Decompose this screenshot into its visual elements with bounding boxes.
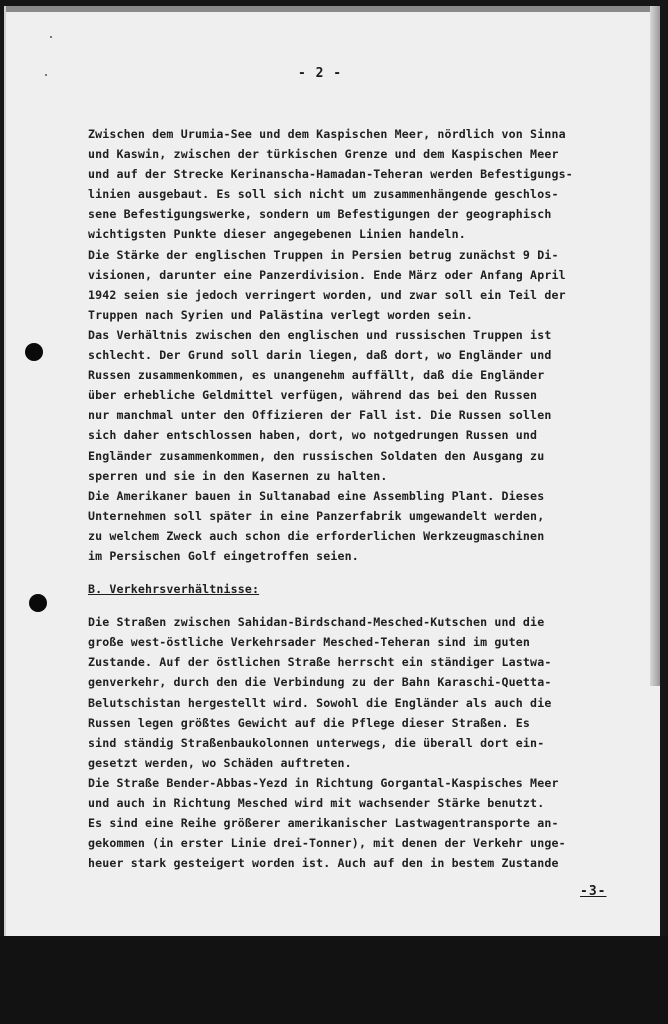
- text-line: über erhebliche Geldmittel verfügen, während das bei den Russen: [88, 388, 538, 403]
- punch-hole: [25, 343, 43, 361]
- film-border: [0, 936, 668, 1024]
- text-line: Die Amerikaner bauen in Sultanabad eine Assembling Plant. Dieses: [88, 488, 545, 503]
- text-line: Engländer zusammenkommen, den russischen Soldaten den Ausgang zu: [88, 448, 545, 463]
- text-line: wichtigsten Punkte dieser angegebenen Linien handeln.: [88, 227, 466, 242]
- text-line: Zustande. Auf der östlichen Straße herrscht ein ständiger Lastwa-: [88, 655, 552, 670]
- text-line: Die Straßen zwischen Sahidan-Birdschand-Mesched-Kutschen und die: [88, 615, 545, 630]
- paragraph-block-bottom: [88, 612, 648, 873]
- section-spacer: [88, 566, 648, 579]
- text-line: Die Straße Bender-Abbas-Yezd in Richtung Gorgantal-Kaspisches Meer: [88, 775, 559, 790]
- text-line: im Persischen Golf eingetroffen seien.: [88, 548, 359, 563]
- text-line: sperren und sie in den Kasernen zu halten.: [88, 468, 388, 483]
- text-line: sind ständig Straßenbaukolonnen unterwegs, die überall dort ein-: [88, 735, 545, 750]
- text-line: Zwischen dem Urumia-See und dem Kaspischen Meer, nördlich von Sinna: [88, 127, 566, 141]
- text-line: 1942 seien sie jedoch verringert worden, und zwar soll ein Teil der: [88, 287, 566, 302]
- text-line: und auch in Richtung Mesched wird mit wachsender Stärke benutzt.: [88, 796, 545, 810]
- text-line: Das Verhältnis zwischen den englischen und russischen Truppen ist: [88, 327, 552, 342]
- text-line: und Kaswin, zwischen der türkischen Grenze und dem Kaspischen Meer: [88, 147, 559, 162]
- text-line: sene Befestigungswerke, sondern um Befestigungen der geographisch: [88, 207, 552, 222]
- text-line: nur manchmal unter den Offizieren der Fall ist. Die Russen sollen: [88, 408, 552, 423]
- document-body: [88, 124, 648, 873]
- text-line: heuer stark gesteigert worden ist. Auch auf den in bestem Zustande: [88, 856, 559, 871]
- dust-speck: [45, 74, 47, 76]
- text-line: große west-östliche Verkehrsader Mesched-Teheran sind im guten: [88, 635, 531, 650]
- text-line: gekommen (in erster Linie drei-Tonner), mit denen der Verkehr unge-: [88, 836, 566, 851]
- text-line: und auf der Strecke Kerinanscha-Hamadan-Teheran werden Befestigungs-: [88, 167, 573, 182]
- text-line: Truppen nach Syrien und Palästina verlegt worden sein.: [88, 307, 474, 322]
- section-spacer: [88, 599, 648, 612]
- dust-speck: [50, 36, 52, 38]
- paragraph-block-top: [88, 124, 648, 566]
- text-line: Russen zusammenkommen, es unangenehm auffällt, daß die Engländer: [88, 368, 545, 383]
- text-line: Belutschistan hergestellt wird. Sowohl die Engländer als auch die: [88, 695, 552, 710]
- text-line: Russen legen größtes Gewicht auf die Pflege dieser Straßen. Es: [88, 715, 531, 730]
- sheet-top-edge: [6, 6, 660, 12]
- text-line: Unternehmen soll später in eine Panzerfabrik umgewandelt werden,: [88, 508, 545, 523]
- text-line: visionen, darunter eine Panzerdivision. Ende März oder Anfang April: [88, 267, 566, 282]
- text-line: gesetzt werden, wo Schäden auftreten.: [88, 755, 352, 770]
- page-number: - 2 -: [298, 66, 343, 81]
- next-page-reference: -3-: [580, 884, 607, 899]
- sheet-right-edge-shadow: [650, 6, 660, 686]
- text-line: linien ausgebaut. Es soll sich nicht um zusammenhängende geschlos-: [88, 187, 559, 202]
- punch-hole: [29, 594, 47, 612]
- text-line: Es sind eine Reihe größerer amerikanischer Lastwagentransporte an-: [88, 816, 559, 831]
- text-line: zu welchem Zweck auch schon die erforderlichen Werkzeugmaschinen: [88, 528, 545, 543]
- section-heading: B. Verkehrsverhältnisse:: [88, 582, 260, 597]
- text-line: sich daher entschlossen haben, dort, wo notgedrungen Russen und: [88, 428, 538, 443]
- text-line: genverkehr, durch den die Verbindung zu der Bahn Karaschi-Quetta-: [88, 675, 552, 690]
- text-line: schlecht. Der Grund soll darin liegen, daß dort, wo Engländer und: [88, 348, 552, 363]
- text-line: Die Stärke der englischen Truppen in Persien betrug zunächst 9 Di-: [88, 247, 559, 262]
